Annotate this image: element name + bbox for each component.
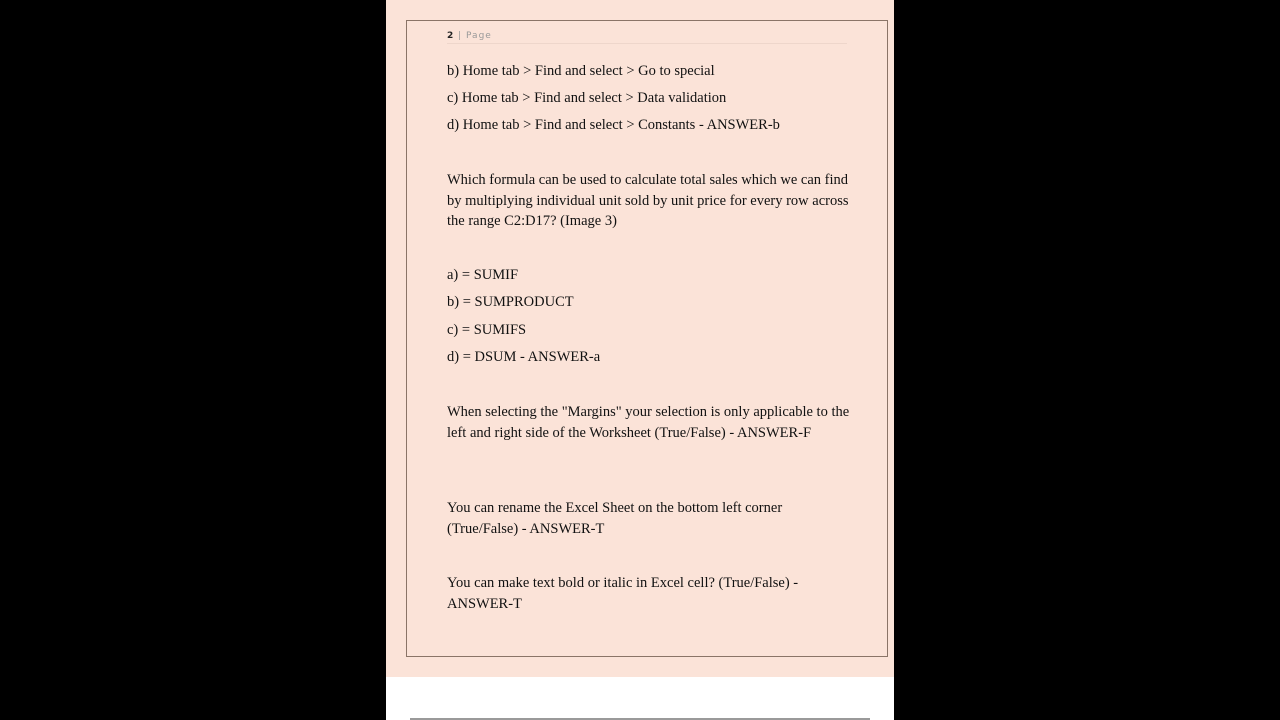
- option-d: d) = DSUM - ANSWER-a: [447, 349, 601, 365]
- page-header: [447, 31, 847, 44]
- question: Which formula can be used to calculate total sales which we can find by multiplying individual unit sold by unit price for every row across the range C2:D17? (Image 3): [447, 172, 849, 229]
- document-page: [386, 0, 894, 677]
- page-number: 2: [447, 31, 455, 41]
- option-b: b) Home tab > Find and select > Go to special: [447, 63, 715, 79]
- option-c: c) Home tab > Find and select > Data validation: [447, 90, 727, 106]
- question: You can make text bold or italic in Excel cell? (True/False) - ANSWER-T: [447, 575, 799, 612]
- page-label: | Page: [458, 31, 492, 41]
- option-c: c) = SUMIFS: [447, 322, 527, 338]
- option-a: a) = SUMIF: [447, 267, 519, 283]
- option-b: b) = SUMPRODUCT: [447, 294, 574, 310]
- next-page: [386, 677, 894, 720]
- option-d: d) Home tab > Find and select > Constants - ANSWER-b: [447, 117, 780, 133]
- question: You can rename the Excel Sheet on the bottom left corner (True/False) - ANSWER-T: [447, 500, 783, 537]
- question: When selecting the "Margins" your selection is only applicable to the left and right side of the Worksheet (True/False) - ANSWER-F: [447, 404, 850, 441]
